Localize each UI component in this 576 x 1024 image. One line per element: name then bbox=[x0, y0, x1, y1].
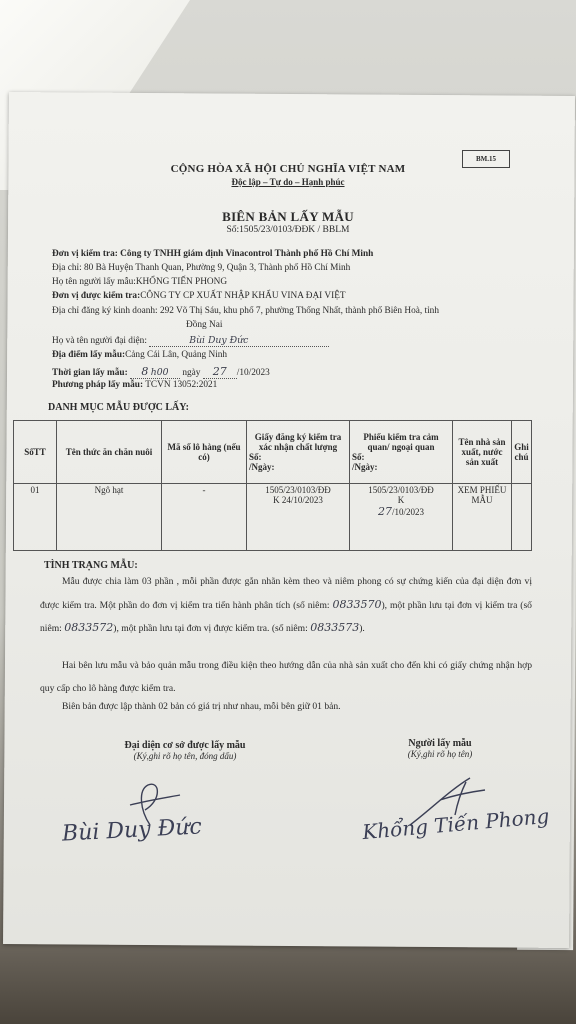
time-hour-unit: h00 bbox=[150, 367, 169, 378]
time-month-year: /10/2023 bbox=[236, 368, 270, 378]
status-text-b: ), một phần lưu tại đơn vị kiểm tra (số niêm: bbox=[40, 599, 532, 634]
document-number: Số:1505/23/0103/ĐĐK / BBLM bbox=[226, 225, 350, 235]
header-registration bbox=[247, 421, 350, 484]
table-header-row bbox=[14, 421, 532, 484]
inspector-value: Công ty TNHH giám định Vinacontrol Thành phố Hồ Chí Minh bbox=[120, 249, 374, 259]
header-registration-text: Giấy đăng ký kiểm tra xác nhận chất lượng bbox=[254, 432, 342, 452]
time-day-label: ngày bbox=[182, 368, 201, 378]
reg-address-label: Địa chỉ đăng ký kinh doanh: bbox=[52, 306, 158, 316]
header-note: Ghi chú bbox=[512, 421, 532, 484]
header-name: Tên thức ăn chăn nuôi bbox=[57, 421, 162, 484]
cell-name: Ngô hạt bbox=[57, 484, 162, 551]
sample-table bbox=[13, 420, 532, 551]
seal-number-3: 0833573 bbox=[310, 621, 360, 634]
motto: Độc lập – Tự do – Hạnh phúc bbox=[231, 177, 345, 187]
nation-heading: CỘNG HÒA XÃ HỘI CHỦ NGHĨA VIỆT NAM bbox=[170, 163, 406, 175]
inspector-line bbox=[52, 249, 373, 259]
right-signature-name: Khổng Tiến Phong bbox=[361, 803, 551, 845]
time-day-handwritten: 27 bbox=[212, 365, 227, 378]
sampler-line bbox=[52, 277, 227, 287]
sample-status-title: TÌNH TRẠNG MẪU: bbox=[44, 560, 138, 571]
cell-note bbox=[512, 484, 532, 551]
cell-slip-day-handwritten: 27 bbox=[377, 505, 392, 518]
address-line bbox=[52, 263, 350, 273]
address-value: 80 Bà Huyện Thanh Quan, Phường 9, Quận 3, Thành phố Hồ Chí Minh bbox=[84, 263, 351, 273]
time-line bbox=[52, 365, 270, 379]
status-text-a: Mẫu được chia làm 03 phần , mỗi phần được gắn nhãn kèm theo và niêm phong có sự chứng kiến của đại diện đơn vị được kiểm tra. Một phần do đơn vị kiểm tra tiến hành phân tích (số niêm: bbox=[40, 576, 532, 611]
inspected-label: Đơn vị được kiểm tra: bbox=[52, 291, 141, 301]
left-signature-subtitle: (Ký,ghi rõ họ tên, đóng dấu) bbox=[133, 751, 237, 761]
header-slip-no: Số: bbox=[352, 452, 365, 462]
time-label: Thời gian lấy mẫu: bbox=[52, 368, 128, 378]
method-label: Phương pháp lấy mẫu: bbox=[52, 380, 144, 390]
status-paragraph-2: Hai bên lưu mẫu và bảo quản mẫu trong điều kiện theo hướng dẫn của nhà sản xuất cho đến khi có giấy chứng nhận hợp quy cấp cho lô hàng được kiểm tra. bbox=[40, 660, 532, 694]
reg-address-line-2: Đồng Nai bbox=[186, 320, 223, 330]
cell-slip-month-year: /10/2023 bbox=[391, 507, 424, 517]
left-signature-name: Bùi Duy Đức bbox=[61, 814, 203, 847]
cell-registration-date: K 24/10/2023 bbox=[273, 495, 323, 505]
cell-registration-no: 1505/23/0103/ĐĐ bbox=[265, 485, 331, 495]
header-inspection-slip bbox=[350, 421, 453, 484]
location-label: Địa điểm lấy mẫu: bbox=[52, 350, 126, 360]
method-value: TCVN 13052:2021 bbox=[145, 380, 218, 390]
header-stt: SốTT bbox=[14, 421, 57, 484]
status-paragraph-3: Biên bản được lập thành 02 bản có giá trị như nhau, mỗi bên giữ 01 bản. bbox=[62, 701, 341, 712]
right-signature-block bbox=[350, 738, 530, 759]
location-line bbox=[52, 350, 227, 360]
seal-number-2: 0833572 bbox=[64, 621, 114, 634]
representative-line bbox=[52, 335, 329, 347]
location-value: Cảng Cái Lân, Quảng Ninh bbox=[125, 350, 228, 360]
left-signature-title: Đại diện cơ sở được lấy mẫu bbox=[124, 740, 246, 751]
cell-stt: 01 bbox=[14, 484, 57, 551]
inspected-value: CÔNG TY CP XUẤT NHẬP KHẨU VINA ĐẠI VIỆT bbox=[140, 291, 346, 301]
cell-registration bbox=[247, 484, 350, 551]
cell-slip-k: K bbox=[397, 495, 405, 505]
right-signature-title: Người lấy mẫu bbox=[408, 738, 472, 749]
representative-handwritten: Bùi Duy Đức bbox=[189, 335, 249, 346]
time-hour-handwritten: 8 bbox=[141, 365, 149, 378]
reg-address-line bbox=[52, 306, 439, 316]
cell-inspection-slip bbox=[350, 484, 453, 551]
right-signature-subtitle: (Ký,ghi rõ họ tên) bbox=[407, 749, 473, 759]
header-lot: Mã số lô hàng (nếu có) bbox=[162, 421, 247, 484]
header-maker: Tên nhà sản xuất, nước sản xuất bbox=[453, 421, 512, 484]
header-registration-date: /Ngày: bbox=[249, 462, 275, 472]
sampler-value: KHỔNG TIẾN PHONG bbox=[135, 277, 228, 287]
cell-slip-no: 1505/23/0103/ĐĐ bbox=[368, 485, 434, 495]
inspector-label: Đơn vị kiểm tra: bbox=[52, 249, 118, 259]
representative-label: Họ và tên người đại diện: bbox=[52, 336, 147, 346]
reg-address-value: 292 Võ Thị Sáu, khu phố 7, phường Thống Nhất, thành phố Biên Hoà, tỉnh bbox=[159, 306, 439, 316]
sample-list-title: DANH MỤC MẪU ĐƯỢC LẤY: bbox=[48, 402, 189, 413]
form-code-box: BM.15 bbox=[462, 150, 510, 168]
sampler-label: Họ tên người lấy mẫu: bbox=[52, 277, 136, 287]
left-signature-block bbox=[70, 740, 300, 761]
inspected-line bbox=[52, 291, 346, 301]
address-label: Địa chỉ: bbox=[52, 263, 82, 273]
status-text-c: ), một phần lưu tại đơn vị được kiểm tra. (số niêm: bbox=[113, 623, 308, 634]
header-registration-no: Số: bbox=[249, 452, 262, 462]
document-title: BIÊN BẢN LẤY MẪU bbox=[222, 209, 354, 224]
seal-number-1: 0833570 bbox=[332, 597, 382, 611]
status-paragraph-1 bbox=[40, 571, 532, 641]
header-slip-date: /Ngày: bbox=[352, 462, 378, 472]
status-text-d: ). bbox=[359, 623, 365, 634]
header-slip-text: Phiếu kiểm tra cảm quan/ ngoại quan bbox=[363, 432, 439, 452]
cell-maker: XEM PHIẾU MẪU bbox=[453, 484, 512, 551]
table-row bbox=[14, 484, 532, 551]
method-line bbox=[52, 380, 217, 390]
cell-lot: - bbox=[162, 484, 247, 551]
